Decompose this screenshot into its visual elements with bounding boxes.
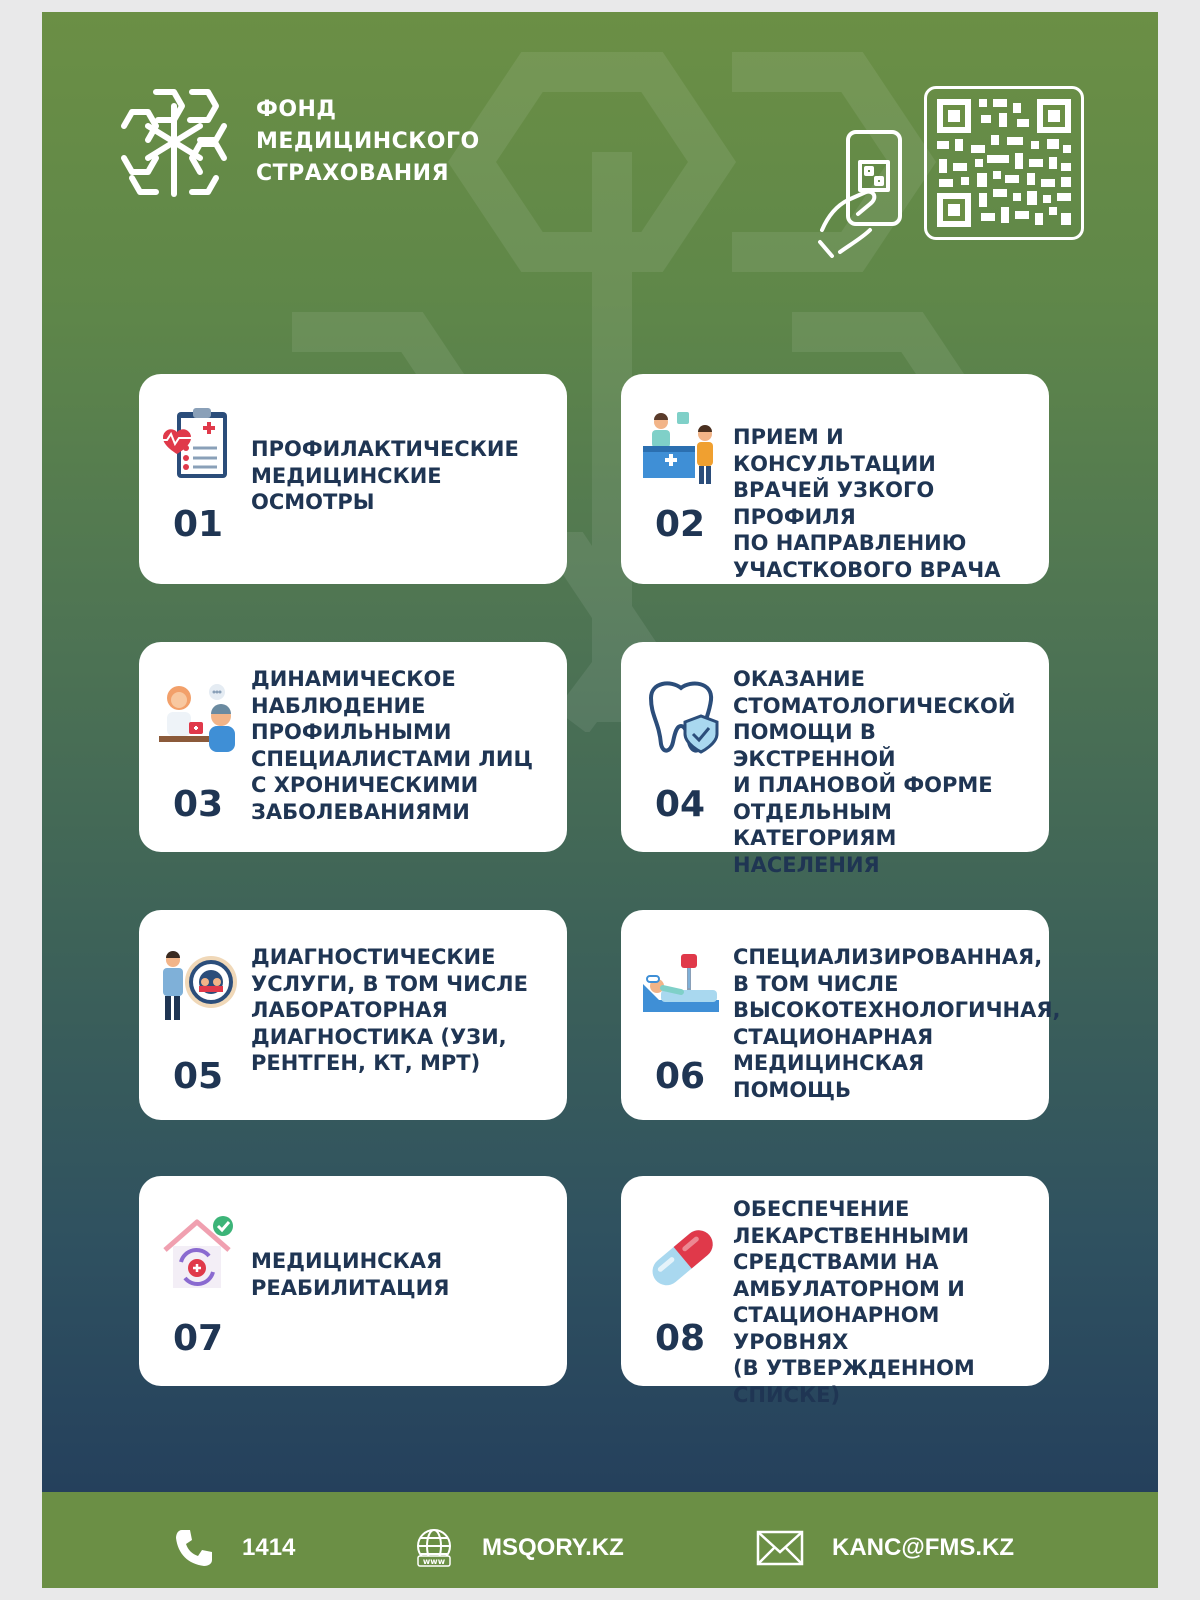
phone-scan-icon xyxy=(818,130,914,258)
service-card-06 xyxy=(621,910,1061,1120)
doctor-patient-icon xyxy=(159,680,241,762)
service-text: МЕДИЦИНСКАЯ РЕАБИЛИТАЦИЯ xyxy=(251,1249,450,1300)
service-card-03 xyxy=(139,642,567,852)
website-url: MSQORY.KZ xyxy=(482,1534,624,1561)
service-card-07 xyxy=(139,1176,567,1386)
service-card-04 xyxy=(621,642,1049,877)
fms-logo-icon xyxy=(118,86,230,198)
service-number: 04 xyxy=(655,784,706,825)
envelope-icon xyxy=(756,1528,804,1568)
org-name-line: МЕДИЦИНСКОГО xyxy=(256,129,480,154)
globe-www-icon xyxy=(414,1528,454,1568)
service-number: 06 xyxy=(655,1056,706,1097)
service-number: 01 xyxy=(173,504,224,545)
tooth-shield-icon xyxy=(641,676,723,758)
service-number: 05 xyxy=(173,1056,224,1097)
service-text: ПРОФИЛАКТИЧЕСКИЕ МЕДИЦИНСКИЕ ОСМОТРЫ xyxy=(251,437,519,514)
reception-desk-icon xyxy=(641,408,723,490)
qr-code[interactable] xyxy=(924,86,1084,240)
service-text: ПРИЕМ И КОНСУЛЬТАЦИИ ВРАЧЕЙ УЗКОГО ПРОФИЛЯ ПО НАПРАВЛЕНИЮ УЧАСТКОВОГО ВРАЧА xyxy=(733,425,1001,582)
hospital-bed-icon xyxy=(641,950,723,1032)
service-number: 07 xyxy=(173,1318,224,1359)
service-text: ДИАГНОСТИЧЕСКИЕ УСЛУГИ, В ТОМ ЧИСЛЕ ЛАБОРАТОРНАЯ ДИАГНОСТИКА (УЗИ, РЕНТГЕН, КТ, МРТ) xyxy=(251,945,528,1075)
mri-scanner-icon xyxy=(159,946,241,1028)
org-name xyxy=(256,94,480,190)
contact-email[interactable] xyxy=(756,1524,1014,1572)
service-card-05 xyxy=(139,910,567,1120)
service-number: 03 xyxy=(173,784,224,825)
org-name-line: СТРАХОВАНИЯ xyxy=(256,161,450,186)
service-card-02 xyxy=(621,374,1049,584)
service-number: 08 xyxy=(655,1318,706,1359)
medical-checklist-icon xyxy=(159,404,241,486)
service-text: ОКАЗАНИЕ СТОМАТОЛОГИЧЕСКОЙ ПОМОЩИ В ЭКСТРЕННОЙ И ПЛАНОВОЙ ФОРМЕ ОТДЕЛЬНЫМ КАТЕГОРИЯМ НАСЕЛЕНИЯ xyxy=(733,667,1016,877)
contact-phone[interactable] xyxy=(174,1524,295,1572)
service-card-08 xyxy=(621,1176,1049,1407)
service-text: ОБЕСПЕЧЕНИЕ ЛЕКАРСТВЕННЫМИ СРЕДСТВАМИ НА АМБУЛАТОРНОМ И СТАЦИОНАРНОМ УРОВНЯХ (В УТВЕРЖДЕННОМ СПИСКЕ) xyxy=(733,1197,975,1407)
svg-text:www: www xyxy=(422,1557,446,1566)
org-name-line: ФОНД xyxy=(256,97,337,122)
service-card-01 xyxy=(139,374,567,584)
email-address: KANC@FMS.KZ xyxy=(832,1534,1015,1561)
service-text: СПЕЦИАЛИЗИРОВАННАЯ, В ТОМ ЧИСЛЕ ВЫСОКОТЕХНОЛОГИЧНАЯ, СТАЦИОНАРНАЯ МЕДИЦИНСКАЯ ПОМОЩЬ xyxy=(733,945,1061,1102)
contact-website[interactable] xyxy=(414,1524,624,1572)
phone-icon xyxy=(174,1528,214,1568)
qr-code-icon xyxy=(927,89,1081,237)
phone-number: 1414 xyxy=(242,1534,296,1561)
service-text: ДИНАМИЧЕСКОЕ НАБЛЮДЕНИЕ ПРОФИЛЬНЫМИ СПЕЦИАЛИСТАМИ ЛИЦ С ХРОНИЧЕСКИМИ ЗАБОЛЕВАНИЯМИ xyxy=(251,667,533,824)
rehabilitation-icon xyxy=(159,1212,241,1294)
service-number: 02 xyxy=(655,504,706,545)
pill-capsule-icon xyxy=(641,1216,723,1298)
